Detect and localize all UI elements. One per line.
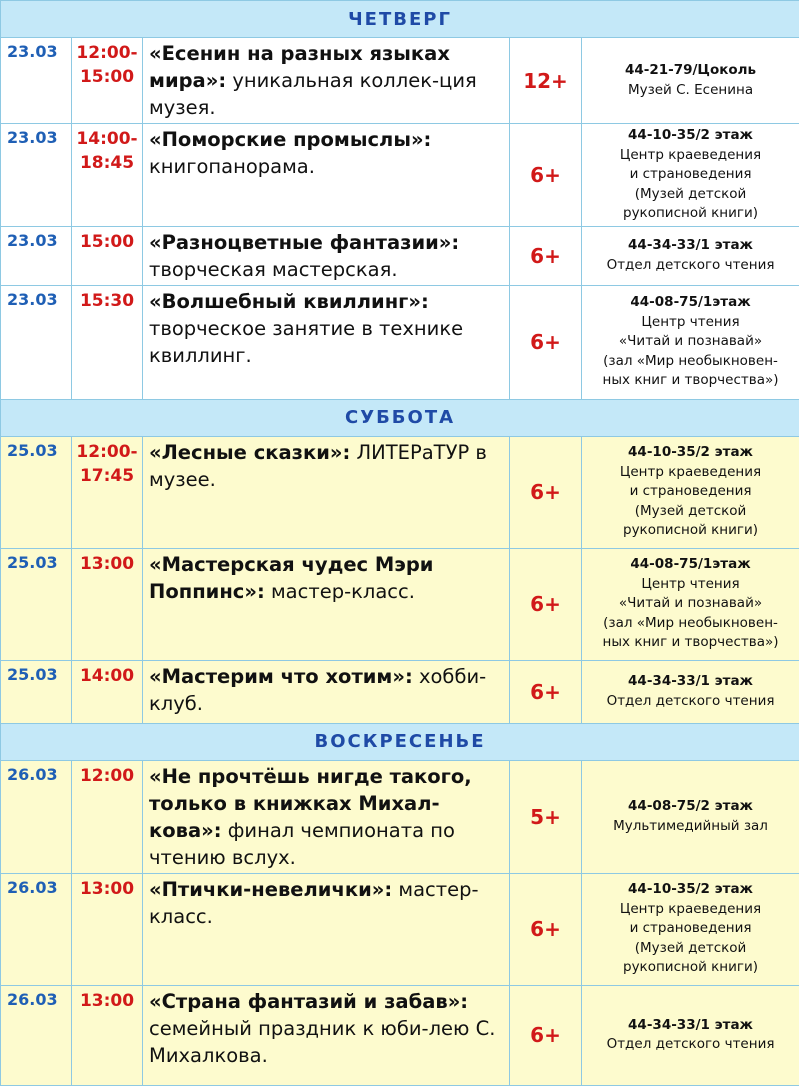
event-time <box>72 660 143 723</box>
event-location <box>582 436 799 548</box>
event-title-cell <box>143 285 510 399</box>
event-title-cell <box>143 660 510 723</box>
event-title-cell <box>143 873 510 985</box>
event-time <box>72 436 143 548</box>
event-row <box>1 660 799 723</box>
location-line: (Музей детской <box>584 502 797 522</box>
day-header-row <box>1 1 799 38</box>
location-phone: 44-34-33/1 этаж <box>584 236 797 256</box>
location-line: «Читай и познавай» <box>584 594 797 614</box>
location-line: Мультимедийный зал <box>584 817 797 837</box>
age-rating: 6+ <box>510 548 582 660</box>
event-description: книгопанорама. <box>149 155 315 178</box>
event-date: 23.03 <box>1 124 72 227</box>
event-row <box>1 285 799 399</box>
event-location <box>582 124 799 227</box>
event-date: 25.03 <box>1 660 72 723</box>
location-line: Отдел детского чтения <box>584 256 797 276</box>
day-header: ВОСКРЕСЕНЬЕ <box>1 723 799 760</box>
event-title: «Мастерская чудес Мэри Поппинс»: <box>149 553 433 603</box>
event-row <box>1 124 799 227</box>
event-time <box>72 760 143 873</box>
event-title: «Есенин на разных языках мира»: <box>149 42 450 92</box>
location-line: Отдел детского чтения <box>584 1035 797 1055</box>
event-date: 25.03 <box>1 548 72 660</box>
event-location <box>582 226 799 285</box>
location-line: (зал «Мир необыкновен- <box>584 614 797 634</box>
day-header: СУББОТА <box>1 399 799 436</box>
event-time-line: 15:00 <box>72 65 142 89</box>
event-description: творческая мастерская. <box>149 258 398 281</box>
event-time-line: 17:45 <box>72 464 142 488</box>
event-title-cell <box>143 226 510 285</box>
location-line: ных книг и творчества») <box>584 371 797 391</box>
location-line: «Читай и познавай» <box>584 332 797 352</box>
location-line: рукописной книги) <box>584 521 797 541</box>
location-phone: 44-08-75/1этаж <box>584 555 797 575</box>
event-title-cell <box>143 38 510 124</box>
event-row <box>1 226 799 285</box>
event-title: «Не прочтёшь нигде такого, только в книжках Михал-кова»: <box>149 765 472 842</box>
event-time-line: 14:00- <box>72 127 142 151</box>
event-time-line: 18:45 <box>72 151 142 175</box>
event-description: хобби-клуб. <box>149 665 486 715</box>
location-line: Центр краеведения <box>584 900 797 920</box>
event-time <box>72 38 143 124</box>
event-title-cell <box>143 548 510 660</box>
event-time-line: 13:00 <box>72 877 142 901</box>
event-location <box>582 760 799 873</box>
event-time <box>72 873 143 985</box>
location-line: Музей С. Есенина <box>584 81 797 101</box>
location-line: (зал «Мир необыкновен- <box>584 352 797 372</box>
event-time-line: 12:00- <box>72 41 142 65</box>
location-phone: 44-21-79/Цоколь <box>584 61 797 81</box>
age-rating: 12+ <box>510 38 582 124</box>
location-line: Центр чтения <box>584 313 797 333</box>
location-phone: 44-34-33/1 этаж <box>584 672 797 692</box>
event-time-line: 14:00 <box>72 664 142 688</box>
age-rating: 6+ <box>510 985 582 1085</box>
event-date: 26.03 <box>1 985 72 1085</box>
event-title: «Лесные сказки»: <box>149 441 350 464</box>
event-location <box>582 660 799 723</box>
age-rating: 6+ <box>510 436 582 548</box>
event-time-line: 15:30 <box>72 289 142 313</box>
event-date: 23.03 <box>1 38 72 124</box>
age-rating: 6+ <box>510 660 582 723</box>
event-location <box>582 548 799 660</box>
location-line: и страноведения <box>584 165 797 185</box>
event-description: уникальная коллек-ция музея. <box>149 69 477 119</box>
event-title-cell <box>143 124 510 227</box>
location-phone: 44-08-75/2 этаж <box>584 797 797 817</box>
event-title-cell <box>143 760 510 873</box>
location-line: Центр краеведения <box>584 146 797 166</box>
event-description: финал чемпионата по чтению вслух. <box>149 819 455 869</box>
event-time <box>72 285 143 399</box>
event-time-line: 12:00- <box>72 440 142 464</box>
event-title: «Страна фантазий и забав»: <box>149 990 468 1013</box>
age-rating: 6+ <box>510 285 582 399</box>
event-row <box>1 985 799 1085</box>
event-description: семейный праздник к юби-лею С. Михалкова. <box>149 1017 495 1067</box>
event-location <box>582 285 799 399</box>
event-time-line: 12:00 <box>72 764 142 788</box>
location-line: рукописной книги) <box>584 958 797 978</box>
event-time <box>72 124 143 227</box>
location-phone: 44-10-35/2 этаж <box>584 126 797 146</box>
age-rating: 6+ <box>510 873 582 985</box>
location-line: Отдел детского чтения <box>584 692 797 712</box>
location-phone: 44-10-35/2 этаж <box>584 880 797 900</box>
event-title: «Разноцветные фантазии»: <box>149 231 459 254</box>
location-line: (Музей детской <box>584 939 797 959</box>
event-location <box>582 985 799 1085</box>
location-phone: 44-08-75/1этаж <box>584 293 797 313</box>
location-line: и страноведения <box>584 482 797 502</box>
location-line: Центр краеведения <box>584 463 797 483</box>
event-title: «Волшебный квиллинг»: <box>149 290 429 313</box>
location-line: (Музей детской <box>584 185 797 205</box>
event-row <box>1 548 799 660</box>
event-description: творческое занятие в технике квиллинг. <box>149 317 463 367</box>
event-row <box>1 760 799 873</box>
event-description: мастер-класс. <box>149 878 479 928</box>
event-location <box>582 38 799 124</box>
event-time <box>72 985 143 1085</box>
day-header: ЧЕТВЕРГ <box>1 1 799 38</box>
location-line: и страноведения <box>584 919 797 939</box>
event-description: ЛИТЕРаТУР в музее. <box>149 441 487 491</box>
location-line: рукописной книги) <box>584 204 797 224</box>
day-header-row <box>1 723 799 760</box>
location-line: ных книг и творчества») <box>584 633 797 653</box>
event-title: «Поморские промыслы»: <box>149 128 431 151</box>
event-time <box>72 226 143 285</box>
event-row <box>1 436 799 548</box>
location-line: Центр чтения <box>584 575 797 595</box>
event-location <box>582 873 799 985</box>
event-date: 23.03 <box>1 226 72 285</box>
age-rating: 6+ <box>510 226 582 285</box>
age-rating: 5+ <box>510 760 582 873</box>
event-description: мастер-класс. <box>265 580 415 603</box>
event-row <box>1 38 799 124</box>
event-time-line: 15:00 <box>72 230 142 254</box>
event-date: 23.03 <box>1 285 72 399</box>
location-phone: 44-10-35/2 этаж <box>584 443 797 463</box>
event-date: 25.03 <box>1 436 72 548</box>
location-phone: 44-34-33/1 этаж <box>584 1016 797 1036</box>
event-time <box>72 548 143 660</box>
event-date: 26.03 <box>1 873 72 985</box>
event-title: «Птички-невелички»: <box>149 878 392 901</box>
event-title-cell <box>143 436 510 548</box>
event-time-line: 13:00 <box>72 552 142 576</box>
event-time-line: 13:00 <box>72 989 142 1013</box>
day-header-row <box>1 399 799 436</box>
event-date: 26.03 <box>1 760 72 873</box>
event-title-cell <box>143 985 510 1085</box>
age-rating: 6+ <box>510 124 582 227</box>
event-title: «Мастерим что хотим»: <box>149 665 413 688</box>
event-row <box>1 873 799 985</box>
